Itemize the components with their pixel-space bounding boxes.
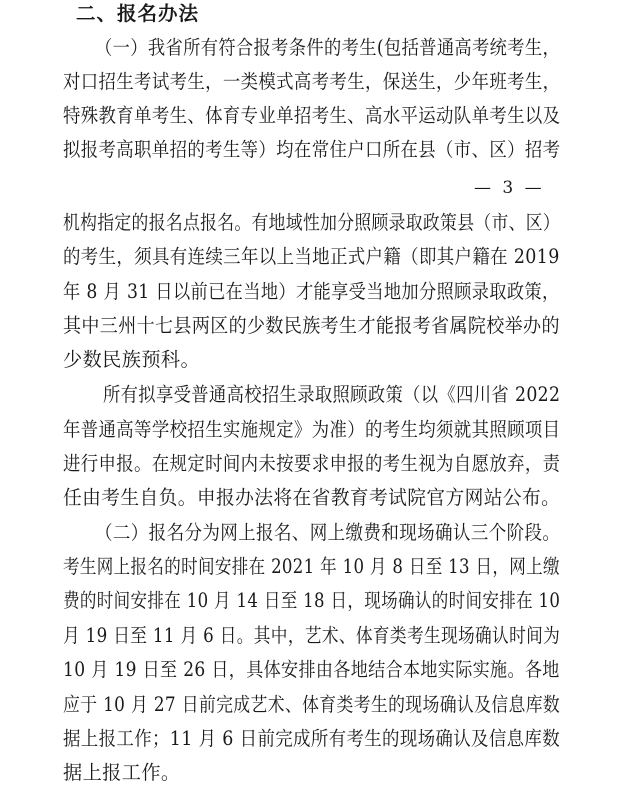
paragraph-1-line-2: 对口招生考试考生，一类模式高考考生，保送生，少年班考生， bbox=[63, 70, 561, 93]
paragraph-2-line-1: 所有拟享受普通高校招生录取照顾政策（以《四川省 2022 bbox=[103, 383, 561, 406]
paragraph-3-line-3: 费的时间安排在 10 月 14 日至 18 日，现场确认的时间安排在 10 bbox=[63, 589, 561, 612]
paragraph-3-line-4: 月 19 日至 11 月 6 日。其中，艺术、体育类考生现场确认时间为 bbox=[63, 624, 561, 647]
paragraph-3-line-1: （二）报名分为网上报名、网上缴费和现场确认三个阶段。 bbox=[95, 521, 561, 544]
section-heading: 二、报名办法 bbox=[76, 2, 200, 25]
paragraph-1-line-7: 年 8 月 31 日以前已在当地）才能享受当地加分照顾录取政策， bbox=[63, 280, 560, 303]
paragraph-3-line-8: 据上报工作。 bbox=[63, 761, 181, 784]
page-number: — 3 — bbox=[474, 178, 545, 198]
paragraph-1-line-6: 的考生，须具有连续三年以上当地正式户籍（即其户籍在 2019 bbox=[63, 245, 560, 268]
paragraph-1-line-3: 特殊教育单考生、体育专业单招考生、高水平运动队单考生以及 bbox=[63, 104, 561, 127]
paragraph-1-line-5: 机构指定的报名点报名。有地域性加分照顾录取政策县（市、区） bbox=[63, 211, 561, 234]
paragraph-2-line-4: 任由考生自负。申报办法将在省教育考试院官方网站公布。 bbox=[63, 486, 561, 509]
paragraph-1-line-4: 拟报考高职单招的考生等）均在常住户口所在县（市、区）招考 bbox=[63, 138, 561, 161]
paragraph-1-line-1: （一）我省所有符合报考条件的考生(包括普通高考统考生， bbox=[95, 36, 561, 59]
paragraph-1-line-9: 少数民族预科。 bbox=[63, 348, 201, 371]
paragraph-1-line-8: 其中三州十七县两区的少数民族考生才能报考省属院校举办的 bbox=[63, 314, 560, 337]
paragraph-2-line-3: 进行申报。在规定时间内未按要求申报的考生视为自愿放弃，责 bbox=[63, 452, 561, 475]
paragraph-3-line-2: 考生网上报名的时间安排在 2021 年 10 月 8 日至 13 日，网上缴 bbox=[63, 555, 560, 578]
paragraph-3-line-6: 应于 10 月 27 日前完成艺术、体育类考生的现场确认及信息库数 bbox=[63, 693, 561, 716]
paragraph-3-line-7: 据上报工作；11 月 6 日前完成所有考生的现场确认及信息库数 bbox=[63, 727, 561, 750]
paragraph-3-line-5: 10 月 19 日至 26 日，具体安排由各地结合本地实际实施。各地 bbox=[63, 658, 560, 681]
paragraph-2-line-2: 年普通高等学校招生实施规定》为准）的考生均须就其照顾项目 bbox=[63, 418, 561, 441]
